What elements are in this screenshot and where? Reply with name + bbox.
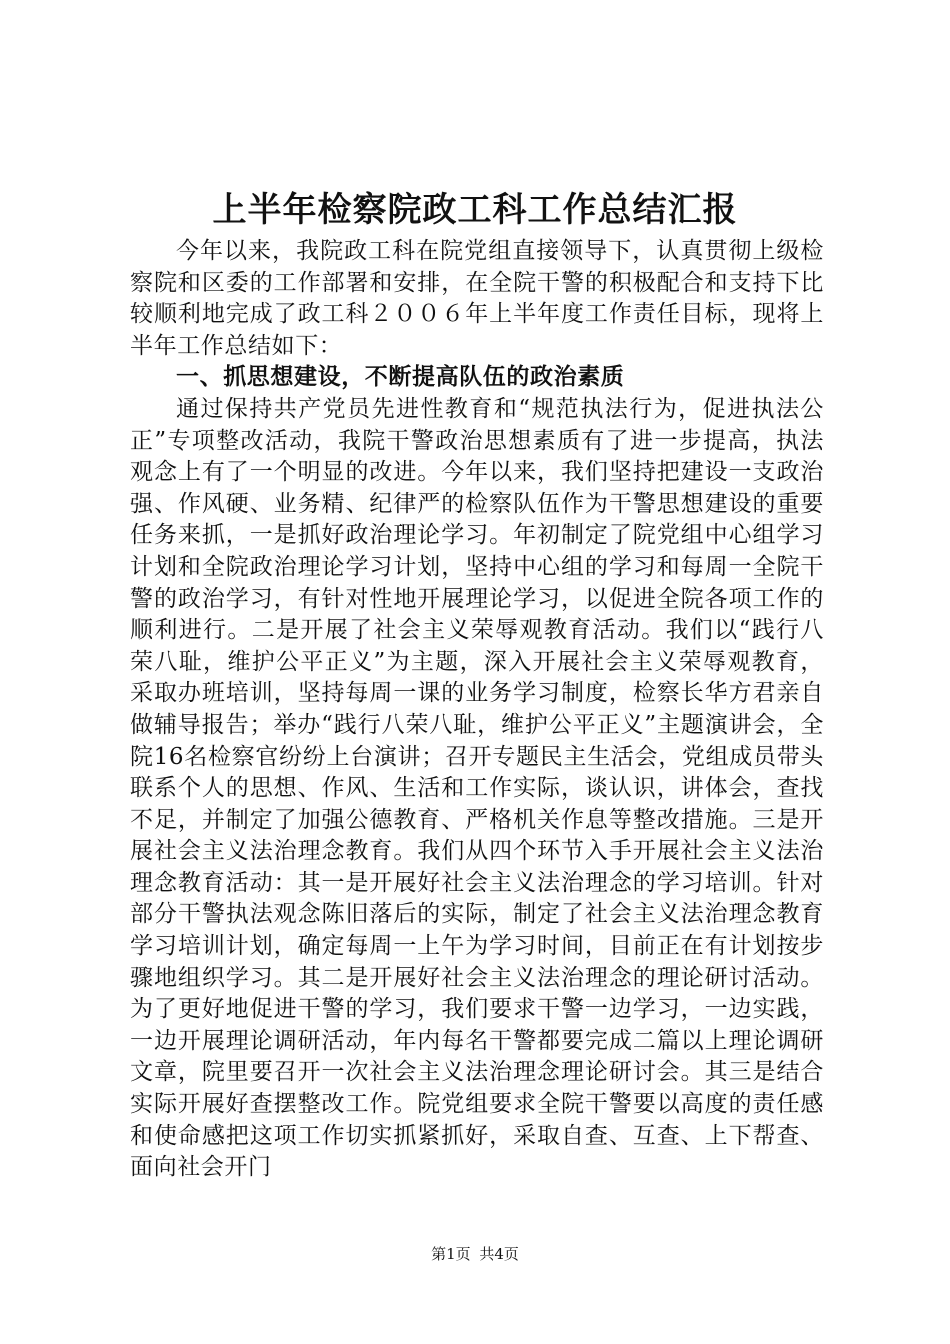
- page-total: 共4页: [479, 1245, 519, 1263]
- intro-paragraph: 今年以来，我院政工科在院党组直接领导下，认真贯彻上级检察院和区委的工作部署和安排，在全院干警的积极配合和支持下比较顺利地完成了政工科２００６年上半年度工作责任目标，现将上半年工作总结如下：: [130, 238, 824, 359]
- section-paragraph: 通过保持共产党员先进性教育和“规范执法行为，促进执法公正”专项整改活动，我院干警政治思想素质有了进一步提高，执法观念上有了一个明显的改进。今年以来，我们坚持把建设一支政治强、作风硬、业务精、纪律严的检察队伍作为干警思想建设的重要任务来抓，一是抓好政治理论学习。年初制定了院党组中心组学习计划和全院政治理论学习计划，坚持中心组的学习和每周一全院干警的政治学习，有针对性地开展理论学习，以促进全院各项工作的顺利进行。二是开展了社会主义荣辱观教育活动。我们以“践行八荣八耻，维护公平正义”为主题，深入开展社会主义荣辱观教育，采取办班培训，坚持每周一课的业务学习制度，检察长华方君亲自做辅导报告；举办“践行八荣八耻，维护公平正义”主题演讲会，全院16名检察官纷纷上台演讲；召开专题民主生活会，党组成员带头联系个人的思想、作风、生活和工作实际，谈认识，讲体会，查找不足，并制定了加强公德教育、严格机关作息等整改措施。三是开展社会主义法治理念教育。我们从四个环节入手开展社会主义法治理念教育活动：其一是开展好社会主义法治理念的学习培训。针对部分干警执法观念陈旧落后的实际，制定了社会主义法治理念教育学习培训计划，确定每周一上午为学习时间，目前正在有计划按步骤地组织学习。其二是开展好社会主义法治理念的理论研讨活动。为了更好地促进干警的学习，我们要求干警一边学习，一边实践，一边开展理论调研活动，年内每名干警都要完成二篇以上理论调研文章，院里要召开一次社会主义法治理念理论研讨会。其三是结合实际开展好查摆整改工作。院党组要求全院干警要以高度的责任感和使命感把这项工作切实抓紧抓好，采取自查、互查、上下帮查、面向社会开门: [130, 395, 824, 1181]
- page-number: 第1页: [431, 1245, 471, 1263]
- document-title: 上半年检察院政工科工作总结汇报: [212, 190, 738, 230]
- document-body: [130, 236, 824, 1184]
- section-heading: 一、抓思想建设，不断提高队伍的政治素质: [176, 364, 625, 391]
- page-footer: [0, 1244, 950, 1264]
